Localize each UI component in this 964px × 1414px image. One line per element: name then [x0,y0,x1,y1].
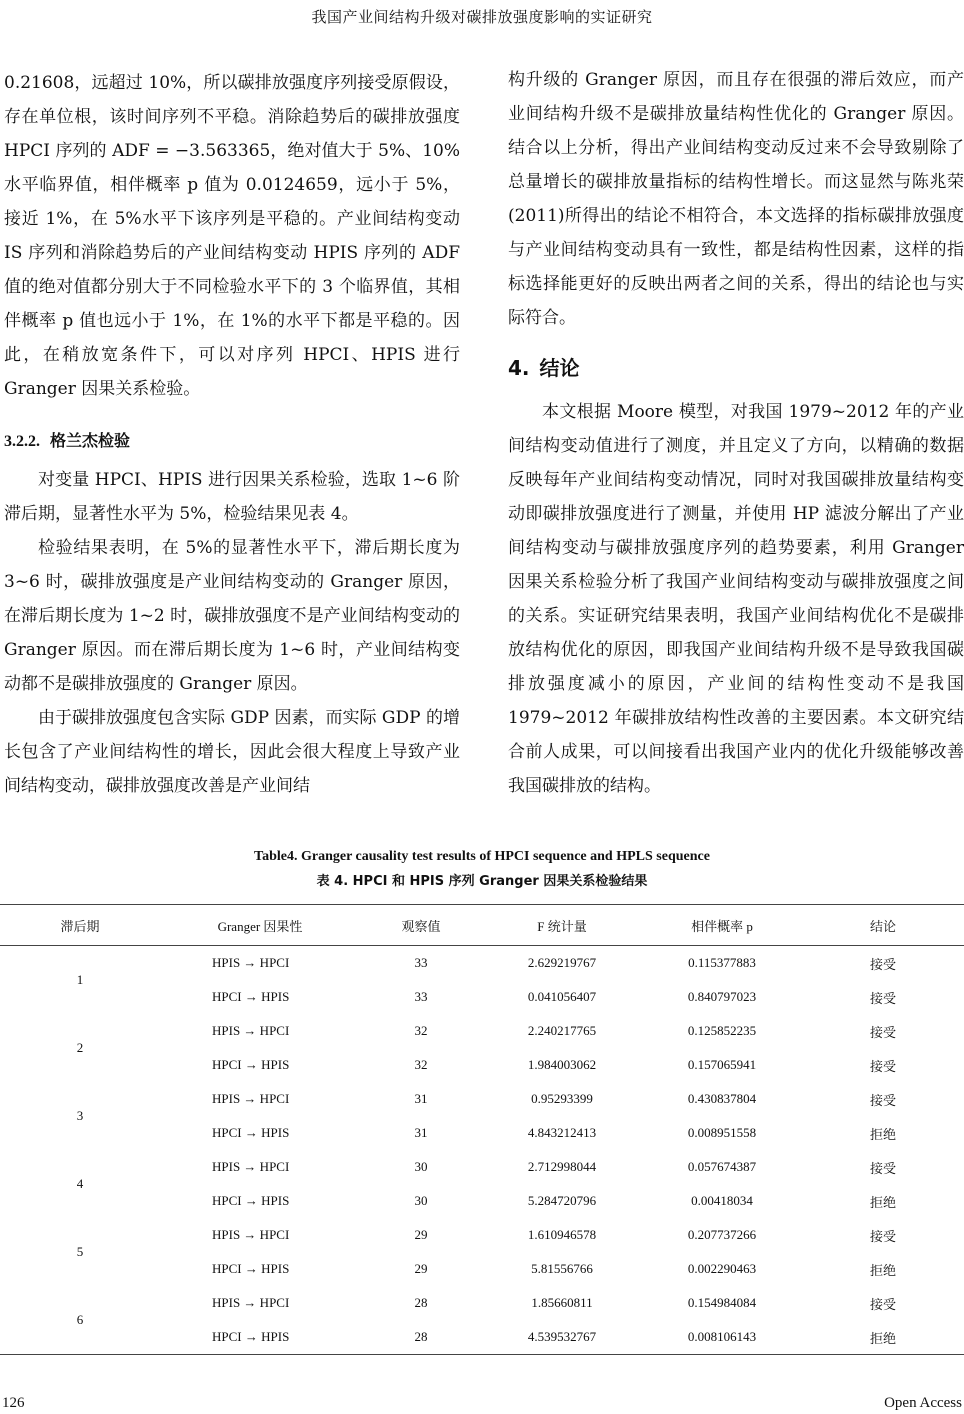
paragraph: 0.21608，远超过 10%，所以碳排放强度序列接受原假设，存在单位根，该时间序列不平稳。消除趋势后的碳排放强度 HPCI 序列的 ADF = −3.563365，绝对值大于 5%、10%水平临界值，相伴概率 p 值为 0.0124659，远小于 5%，接近 1%，在 5%水平下该序列是平稳的。产业间结构变动 IS 序列和消除趋势后的产业间结构变动 HPIS 序列的 ADF 值的绝对值都分别大于不同检验水平下的 3 个临界值，其相伴概率 p 值也远小于 1%，在 1%的水平下都是平稳的。因此，在稍放宽条件下，可以对序列 HPCI、HPIS 进行 Granger 因果关系检验。 [4,73,460,399]
p-value-cell: 0.008106143 [642,1320,802,1355]
p-value-cell: 0.125852235 [687,1023,757,1038]
f-stat-cell: 4.843212413 [527,1125,597,1140]
result-cell: 拒绝 [869,1126,896,1142]
p-value-cell: 0.057674387 [687,1159,757,1174]
f-stat-cell: 2.240217765 [527,1023,597,1038]
causality-cell: HPCI → HPIS [160,1320,360,1355]
column-header: Granger 因果性 [160,905,360,946]
p-value-cell: 0.008951558 [687,1125,757,1140]
section-number: 4. [508,356,530,380]
causality-cell: HPIS → HPCI [212,1023,290,1038]
f-stat-cell: 1.984003062 [527,1057,597,1072]
obs-cell: 32 [414,1057,428,1072]
f-stat-cell: 1.85660811 [531,1295,593,1310]
f-stat-cell: 4.539532767 [482,1320,642,1355]
causality-cell: HPCI → HPIS [212,989,290,1004]
subsection-title: 格兰杰检验 [50,431,131,450]
p-value-cell: 0.115377883 [688,955,756,970]
lag-cell: 6 [0,1286,160,1355]
p-value-cell: 0.00418034 [691,1193,753,1208]
paragraph: 对变量 HPCI、HPIS 进行因果关系检验，选取 1~6 阶滞后期，显著性水平为 5%，检验结果见表 4。 [4,470,460,524]
p-value-cell: 0.157065941 [687,1057,757,1072]
result-cell: 接受 [869,1160,896,1176]
causality-cell: HPIS → HPCI [212,1227,290,1242]
granger-results-table [0,904,964,1355]
table-row [0,946,964,981]
f-stat-cell: 5.284720796 [527,1193,597,1208]
obs-cell: 31 [414,1091,428,1106]
column-header: 结论 [802,905,964,946]
lag-cell: 1 [76,972,84,987]
table-row [0,1014,964,1048]
result-cell: 接受 [869,1092,896,1108]
table-row [0,1082,964,1116]
obs-cell: 33 [414,955,428,970]
f-stat-cell: 2.629219767 [527,955,597,970]
column-header: 滞后期 [0,905,160,946]
causality-cell: HPCI → HPIS [212,1125,290,1140]
result-cell: 拒绝 [869,1262,896,1278]
lag-cell: 3 [76,1108,84,1123]
lag-cell: 5 [76,1244,84,1259]
obs-cell: 31 [414,1125,428,1140]
subsection-number: 3.2.2. [4,433,40,450]
result-cell: 拒绝 [802,1320,964,1355]
table-caption-cn: 表 4. HPCI 和 HPIS 序列 Granger 因果关系检验结果 [316,874,648,889]
causality-cell: HPIS → HPCI [212,1159,290,1174]
lag-cell: 2 [76,1040,84,1055]
running-title: 我国产业间结构升级对碳排放强度影响的实证研究 [311,8,653,26]
p-value-cell: 0.430837804 [687,1091,757,1106]
paragraph: 由于碳排放强度包含实际 GDP 因素，而实际 GDP 的增长包含了产业间结构性的增长，因此会很大程度上导致产业间结构变动，碳排放强度改善是产业间结 [4,708,460,796]
obs-cell: 28 [360,1320,482,1355]
p-value-cell: 0.154984084 [687,1295,757,1310]
obs-cell: 29 [414,1261,428,1276]
table-row [0,1286,964,1320]
table-header-row [0,905,964,946]
left-column [4,66,460,803]
section-title: 结论 [539,356,580,380]
section-heading [508,351,964,385]
f-stat-cell: 2.712998044 [527,1159,597,1174]
p-value-cell: 0.840797023 [687,989,757,1004]
f-stat-cell: 0.041056407 [527,989,597,1004]
result-cell: 接受 [869,1024,896,1040]
column-header: 相伴概率 p [642,905,802,946]
result-cell: 接受 [869,1058,896,1074]
f-stat-cell: 5.81556766 [531,1261,593,1276]
f-stat-cell: 0.95293399 [531,1091,593,1106]
causality-cell: HPCI → HPIS [212,1057,290,1072]
paragraph: 检验结果表明，在 5%的显著性水平下，滞后期长度为 3~6 时，碳排放强度是产业间结构变动的 Granger 原因，在滞后期长度为 1~2 时，碳排放强度不是产业间结构变动的 Granger 原因。而在滞后期长度为 1~6 时，产业间结构变动都不是碳排放强度的 Granger 原因。 [4,538,460,694]
column-header: 观察值 [360,905,482,946]
obs-cell: 32 [414,1023,428,1038]
causality-cell: HPCI → HPIS [212,1261,290,1276]
table-row [0,1218,964,1252]
result-cell: 接受 [869,956,896,972]
page-number: 126 [2,1395,25,1411]
paragraph: 构升级的 Granger 原因，而且存在很强的滞后效应，而产业间结构升级不是碳排放量结构性优化的 Granger 原因。结合以上分析，得出产业间结构变动反过来不会导致剔除了总量增长的碳排放量指标的结构性增长。而这显然与陈兆荣(2011)所得出的结论不相符合，本文选择的指标碳排放强度与产业间结构变动具有一致性，都是结构性因素，这样的指标选择能更好的反映出两者之间的关系，得出的结论也与实际符合。 [508,70,964,328]
causality-cell: HPIS → HPCI [212,1295,290,1310]
obs-cell: 28 [414,1295,428,1310]
table-caption-en: Table4. Granger causality test results of HPCI sequence and HPLS sequence [254,849,710,864]
subsection-heading [4,424,460,459]
p-value-cell: 0.207737266 [687,1227,757,1242]
table-row [0,1150,964,1184]
f-stat-cell: 1.610946578 [527,1227,597,1242]
p-value-cell: 0.002290463 [687,1261,757,1276]
obs-cell: 30 [414,1159,428,1174]
paragraph: 本文根据 Moore 模型，对我国 1979~2012 年的产业间结构变动值进行了测度，并且定义了方向，以精确的数据反映每年产业间结构变动情况，同时对我国碳排放量结构变动即碳排放强度进行了测量，并使用 HP 滤波分解出了产业间结构变动与碳排放强度序列的趋势要素，利用 Granger 因果关系检验分析了我国产业间结构变动与碳排放强度之间的关系。实证研究结果表明，我国产业间结构优化不是碳排放结构优化的原因，即我国产业间结构升级不是导致我国碳排放强度减小的原因，产业间的结构性变动不是我国 1979~2012 年碳排放结构性改善的主要因素。本文研究结合前人成果，可以间接看出我国产业内的优化升级能够改善我国碳排放的结构。 [508,402,964,796]
column-header: F 统计量 [482,905,642,946]
obs-cell: 29 [414,1227,428,1242]
obs-cell: 30 [414,1193,428,1208]
right-column [508,63,964,803]
journal-name: Open Access [884,1395,962,1411]
result-cell: 接受 [869,1296,896,1312]
result-cell: 接受 [869,990,896,1006]
causality-cell: HPIS → HPCI [212,1091,290,1106]
obs-cell: 33 [414,989,428,1004]
result-cell: 拒绝 [869,1194,896,1210]
result-cell: 接受 [869,1228,896,1244]
lag-cell: 4 [76,1176,84,1191]
causality-cell: HPCI → HPIS [212,1193,290,1208]
causality-cell: HPIS → HPCI [212,955,290,970]
